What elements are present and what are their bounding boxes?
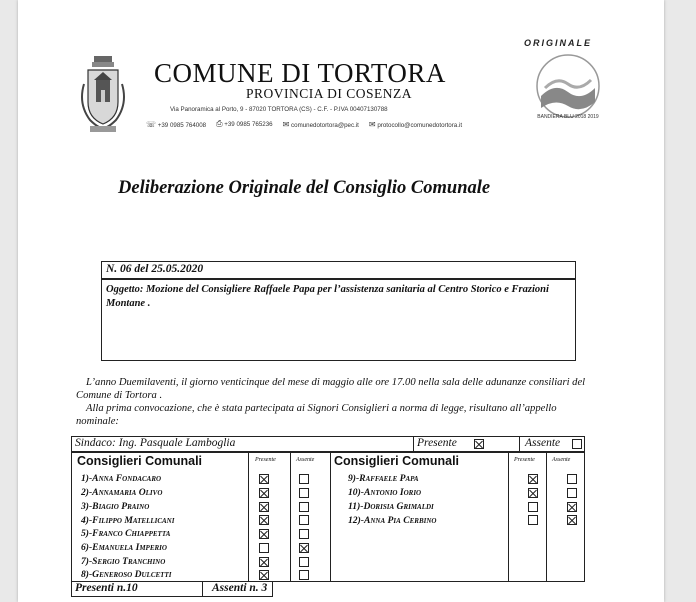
absent-total: Assenti n. 3 <box>212 582 268 594</box>
contact-line <box>146 119 546 129</box>
divider <box>413 437 414 451</box>
pec-contact: ✉ comunedotortora@pec.it <box>282 119 359 129</box>
municipality-address: Via Panoramica al Porto, 9 - 87020 TORTORA (CS) - C.F. - P.IVA 00407130788 <box>170 106 388 113</box>
present-checkbox[interactable] <box>259 474 269 484</box>
council-member: 9)-Raffaele Papa <box>348 473 419 484</box>
present-checkbox[interactable] <box>259 515 269 525</box>
divider <box>508 453 509 581</box>
left-present-header: Presente <box>255 457 276 463</box>
council-member: 5)-Franco Chiappetta <box>81 528 171 539</box>
intro-paragraph: L’anno Duemilaventi, il giorno venticinque del mese di maggio alle ore 17.00 nella sala delle adunanze consiliari del Comune di Tortora . <box>76 377 586 401</box>
present-checkbox[interactable] <box>528 502 538 512</box>
absent-checkbox[interactable] <box>299 515 309 525</box>
left-absent-header: Assente <box>296 457 315 463</box>
divider <box>546 453 547 581</box>
council-member: 11)-Dorisia Grimaldi <box>348 501 434 512</box>
absent-checkbox[interactable] <box>567 515 577 525</box>
phone-contact: ☏ +39 0985 764008 <box>146 119 207 129</box>
email-contact: ✉ protocollo@comunedotortora.it <box>368 119 463 129</box>
blue-flag-logo <box>535 52 601 124</box>
council-member: 8)-Generoso Dulcetti <box>81 569 172 580</box>
mayor-absent-checkbox[interactable] <box>572 439 582 449</box>
absent-checkbox[interactable] <box>299 502 309 512</box>
absent-checkbox[interactable] <box>299 543 309 553</box>
council-member: 12)-Anna Pia Cerbino <box>348 515 437 526</box>
municipality-title: COMUNE DI TORTORA <box>154 58 446 88</box>
mayor-name: Sindaco: Ing. Pasquale Lamboglia <box>75 437 236 449</box>
province-name: PROVINCIA DI COSENZA <box>246 86 413 101</box>
absent-checkbox[interactable] <box>299 488 309 498</box>
deliberation-number-box <box>101 261 576 279</box>
right-section-title: Consiglieri Comunali <box>334 454 460 468</box>
absent-checkbox[interactable] <box>567 488 577 498</box>
divider <box>202 582 203 596</box>
council-member: 4)-Filippo Matellicani <box>81 515 175 526</box>
subject-text: Oggetto: Mozione del Consigliere Raffaele Papa per l’assistenza sanitaria al Centro Storico e Frazioni Montane . <box>106 284 549 309</box>
absent-checkbox[interactable] <box>299 557 309 567</box>
present-checkbox[interactable] <box>259 488 269 498</box>
mayor-present-checkbox[interactable] <box>474 439 484 449</box>
divider <box>519 437 520 451</box>
council-table <box>71 452 585 582</box>
divider <box>330 453 331 581</box>
present-checkbox[interactable] <box>259 543 269 553</box>
council-member: 1)-Anna Fondacaro <box>81 473 162 484</box>
mail-icon: ✉ <box>282 119 290 129</box>
present-checkbox[interactable] <box>259 557 269 567</box>
present-checkbox[interactable] <box>259 529 269 539</box>
document-page <box>18 0 664 602</box>
absent-checkbox[interactable] <box>299 529 309 539</box>
fax-icon: ⎙ <box>216 119 223 128</box>
right-absent-header: Assente <box>552 457 571 463</box>
mail-icon: ✉ <box>368 119 376 129</box>
document-heading: Deliberazione Originale del Consiglio Comunale <box>118 178 491 198</box>
fax-contact: ⎙ +39 0985 765236 <box>216 119 273 128</box>
absent-checkbox[interactable] <box>299 570 309 580</box>
mayor-row <box>71 436 585 452</box>
left-section-title: Consiglieri Comunali <box>77 454 203 468</box>
attendance-totals <box>71 581 273 597</box>
council-member: 7)-Sergio Tranchino <box>81 556 166 567</box>
roll-call-paragraph: Alla prima convocazione, che è stata partecipata ai Signori Consiglieri a norma di legge, risultano all’appello nominale: <box>76 403 557 427</box>
council-member: 3)-Biagio Praino <box>81 501 150 512</box>
absent-checkbox[interactable] <box>567 474 577 484</box>
present-checkbox[interactable] <box>259 570 269 580</box>
absent-checkbox[interactable] <box>567 502 577 512</box>
subject-box <box>101 279 576 361</box>
present-checkbox[interactable] <box>528 474 538 484</box>
phone-icon: ☏ <box>146 119 157 129</box>
original-stamp: ORIGINALE <box>524 38 593 48</box>
coat-of-arms-icon <box>80 54 126 134</box>
deliberation-number: N. 06 del 25.05.2020 <box>106 263 204 275</box>
mayor-present-label: Presente <box>417 437 457 449</box>
present-checkbox[interactable] <box>259 502 269 512</box>
flag-caption: BANDIERA BLU 2018 2019 <box>537 114 599 120</box>
divider <box>290 453 291 581</box>
divider <box>248 453 249 581</box>
mayor-absent-label: Assente <box>525 437 561 449</box>
council-member: 10)-Antonio Iorio <box>348 487 422 498</box>
absent-checkbox[interactable] <box>299 474 309 484</box>
right-present-header: Presente <box>514 457 535 463</box>
council-member: 6)-Emanuela Imperio <box>81 542 167 553</box>
present-total: Presenti n.10 <box>75 582 138 594</box>
present-checkbox[interactable] <box>528 488 538 498</box>
council-member: 2)-Annamaria Olivo <box>81 487 163 498</box>
present-checkbox[interactable] <box>528 515 538 525</box>
